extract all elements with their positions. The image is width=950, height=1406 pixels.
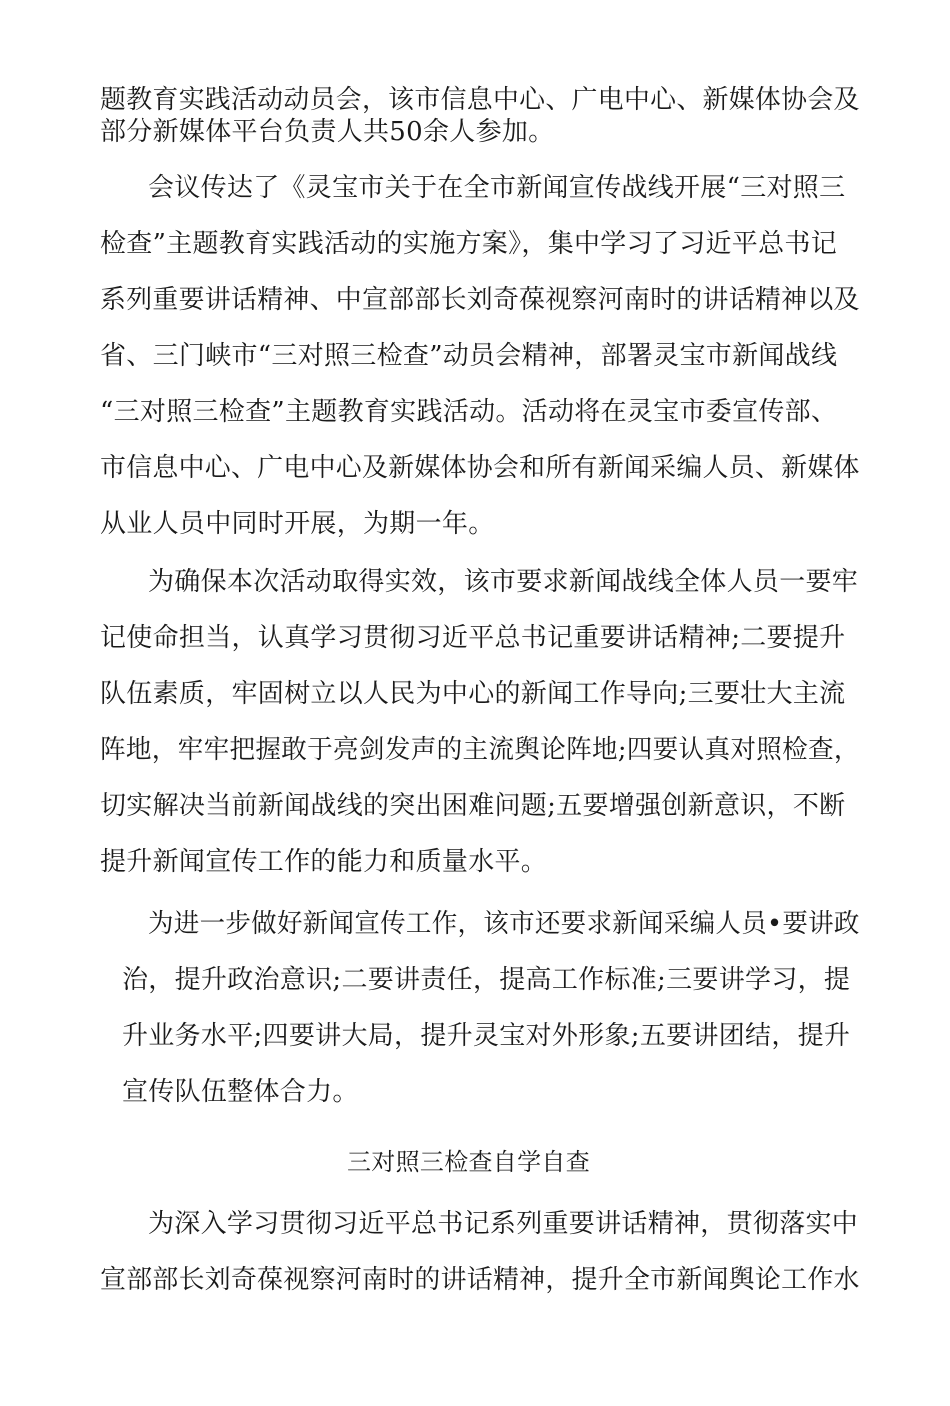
- text-line: 提升新闻宣传工作的能力和质量水平。: [100, 847, 548, 877]
- text-line: 切实解决当前新闻战线的突出困难问题;五要增强创新意识，不断: [100, 791, 846, 821]
- text-line: 治，提升政治意识;二要讲责任，提高工作标准;三要讲学习，提: [122, 965, 851, 995]
- text-line: 检查”主题教育实践活动的实施方案》，集中学习了习近平总书记: [100, 229, 837, 259]
- text-line: 部分新媒体平台负责人共50余人参加。: [100, 117, 555, 147]
- text-line: 为进一步做好新闻宣传工作，该市还要求新闻采编人员•要讲政: [148, 909, 860, 939]
- heading-text: 三对照三检查自学自查: [347, 1148, 590, 1176]
- text-line: “三对照三检查”主题教育实践活动。活动将在灵宝市委宣传部、: [100, 397, 838, 427]
- text-line: 记使命担当，认真学习贯彻习近平总书记重要讲话精神;二要提升: [100, 623, 846, 653]
- text-line: 队伍素质，牢固树立以人民为中心的新闻工作导向;三要壮大主流: [100, 679, 846, 709]
- text-line: 市信息中心、广电中心及新媒体协会和所有新闻采编人员、新媒体: [100, 453, 860, 483]
- text-line: 系列重要讲话精神、中宣部部长刘奇葆视察河南时的讲话精神以及: [100, 285, 860, 315]
- text-line: 题教育实践活动动员会，该市信息中心、广电中心、新媒体协会及: [100, 85, 860, 115]
- text-line: 阵地，牢牢把握敢于亮剑发声的主流舆论阵地;四要认真对照检查，: [100, 735, 860, 765]
- text-line: 从业人员中同时开展，为期一年。: [100, 509, 495, 539]
- text-line: 会议传达了《灵宝市关于在全市新闻宣传战线开展“三对照三: [148, 173, 846, 203]
- text-line: 为深入学习贯彻习近平总书记系列重要讲话精神，贯彻落实中: [148, 1209, 859, 1239]
- text-line: 升业务水平;四要讲大局，提升灵宝对外形象;五要讲团结，提升: [122, 1021, 851, 1051]
- text-line: 宣部部长刘奇葆视察河南时的讲话精神，提升全市新闻舆论工作水: [100, 1265, 860, 1295]
- text-line: 省、三门峡市“三对照三检查”动员会精神，部署灵宝市新闻战线: [100, 341, 838, 371]
- text-line: 宣传队伍整体合力。: [122, 1077, 359, 1107]
- text-line: 为确保本次活动取得实效，该市要求新闻战线全体人员一要牢: [148, 567, 859, 597]
